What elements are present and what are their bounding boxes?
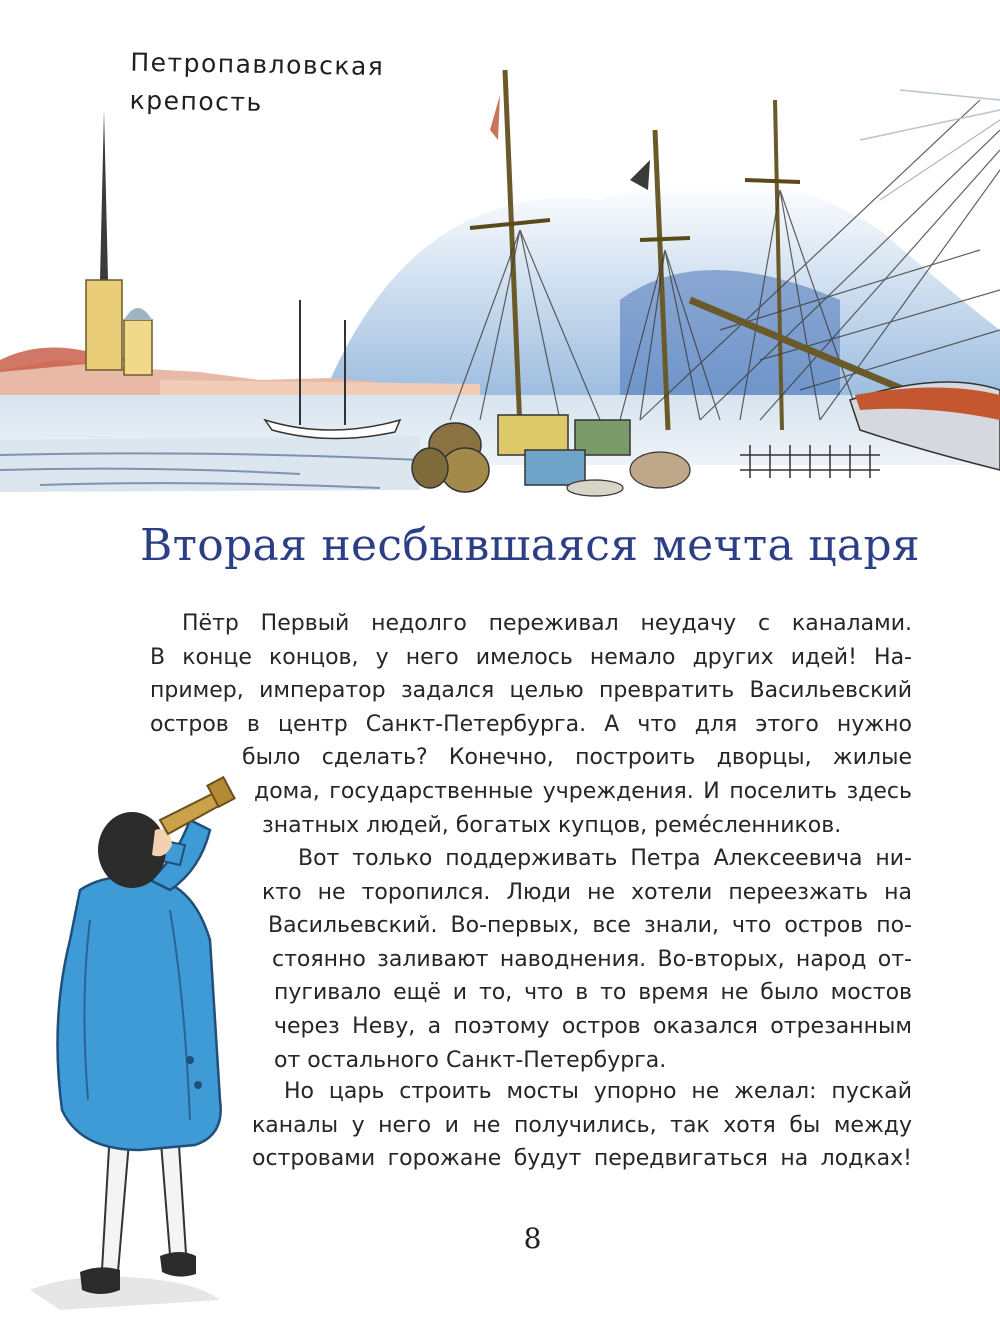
text-line: было сделать? Конечно, построить дворцы, жилые: [242, 745, 912, 771]
text-line: каналы у него и не получились, так хотя бы между: [252, 1112, 912, 1138]
page-number: 8: [523, 1222, 542, 1255]
text-line: Пётр Первый недолго переживал неудачу с каналами.: [182, 611, 912, 636]
text-line: пугивало ещё и то, что в то время не было мостов: [274, 980, 912, 1006]
text-line: Но царь строить мосты упорно не желал: пускай: [284, 1079, 912, 1104]
text-line: от остального Санкт-Петербурга.: [274, 1047, 667, 1073]
caption-line: Петропавловская: [130, 47, 385, 82]
text-line: пример, император задался целью превратить Васильевский: [150, 678, 912, 704]
text-line: остров в центр Санкт-Петербурга. А что для этого нужно: [150, 711, 912, 737]
text-line: стоянно заливают наводнения. Во-вторых, народ от-: [272, 946, 912, 972]
chapter-title: Вторая несбывшаяся мечта царя: [140, 520, 920, 571]
text-line: Вот только поддерживать Петра Алексеевича ни-: [298, 846, 912, 871]
text-line: Васильевский. Во-первых, все знали, что остров по-: [268, 913, 912, 939]
text-line: через Неву, а поэтому остров оказался отрезанным: [274, 1013, 912, 1039]
text-line: дома, государственные учреждения. И поселить здесь: [254, 778, 912, 804]
text-line: В конце концов, у него имелось немало других идей! На-: [150, 644, 912, 670]
paragraph-2: [262, 842, 912, 1077]
paragraph-3: [252, 1075, 912, 1176]
caption-line: крепость: [129, 85, 263, 117]
paragraph-1: [150, 607, 912, 842]
text-line: кто не торопился. Люди не хотели переезжать на: [262, 879, 912, 905]
illustration-caption: [129, 44, 400, 125]
text-line: островами горожане будут передвигаться на лодках!: [252, 1146, 912, 1172]
text-line: знатных людей, богатых купцов, ремéсленников.: [262, 812, 842, 838]
